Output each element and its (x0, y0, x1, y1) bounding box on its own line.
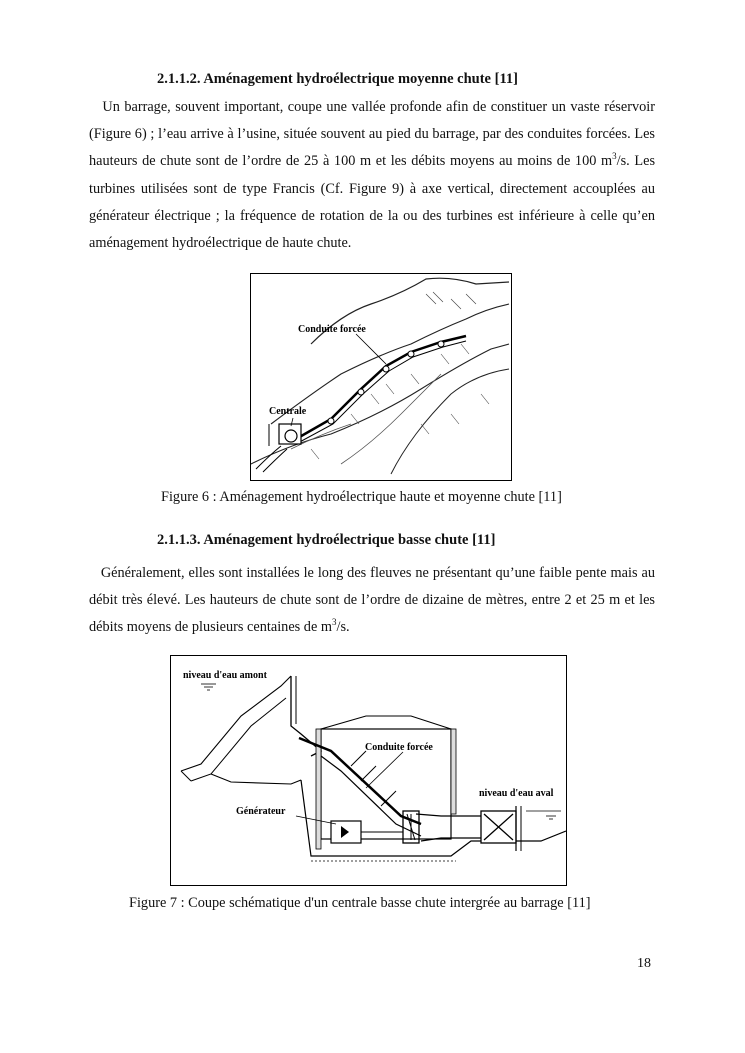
figure-7-image (170, 655, 567, 886)
label-generateur: Générateur (236, 806, 286, 817)
figure-6-caption: Figure 6 : Aménagement hydroélectrique haute et moyenne chute [11] (161, 489, 562, 505)
hydro-mountain-illustration (251, 274, 511, 480)
label-conduite-forcee: Conduite forcée (365, 742, 433, 753)
superscript: 3 (332, 617, 337, 628)
label-centrale: Centrale (269, 406, 307, 417)
page-number: 18 (637, 956, 651, 971)
figure-7-caption: Figure 7 : Coupe schématique d'un centrale basse chute intergrée au barrage [11] (129, 895, 591, 911)
label-niveau-aval: niveau d'eau aval (479, 788, 554, 799)
paragraph-text: /s. (336, 619, 350, 636)
paragraph-text: Généralement, elles sont installées le long des fleuves ne présentant qu’une faible pente mais au débit très élevé. Les hauteurs de chute sont de l’ordre de dizaine de mètres, entre 2 et 25 m et les débits moyens de plusieurs centaines de m (89, 565, 655, 636)
figure-6-image (250, 273, 512, 481)
label-conduite-forcee: Conduite forcée (298, 324, 366, 335)
section-heading-2-1-1-2: 2.1.1.2. Aménagement hydroélectrique moyenne chute [11] (157, 71, 518, 87)
superscript: 3 (612, 151, 617, 162)
paragraph-basse-chute (89, 560, 655, 642)
low-head-dam-section (171, 656, 566, 885)
paragraph-moyenne-chute (89, 94, 655, 257)
label-niveau-amont: niveau d'eau amont (183, 670, 267, 681)
section-heading-2-1-1-3: 2.1.1.3. Aménagement hydroélectrique basse chute [11] (157, 532, 496, 548)
paragraph-text: /s. Les turbines utilisées sont de type Francis (Cf. Figure 9) à axe vertical, directement accouplées au générateur électrique ; la fréquence de rotation de la ou des turbines est inférieure à celle qu’en aménagement hydroélectrique de haute chute. (89, 153, 656, 252)
paragraph-text: Un barrage, souvent important, coupe une vallée profonde afin de constituer un vaste réservoir (Figure 6) ; l’eau arrive à l’usine, située souvent au pied du barrage, par des conduites forcées. Les hauteurs de chute sont de l’ordre de 25 à 100 m et les débits moyens au moins de 100 m (89, 99, 655, 170)
